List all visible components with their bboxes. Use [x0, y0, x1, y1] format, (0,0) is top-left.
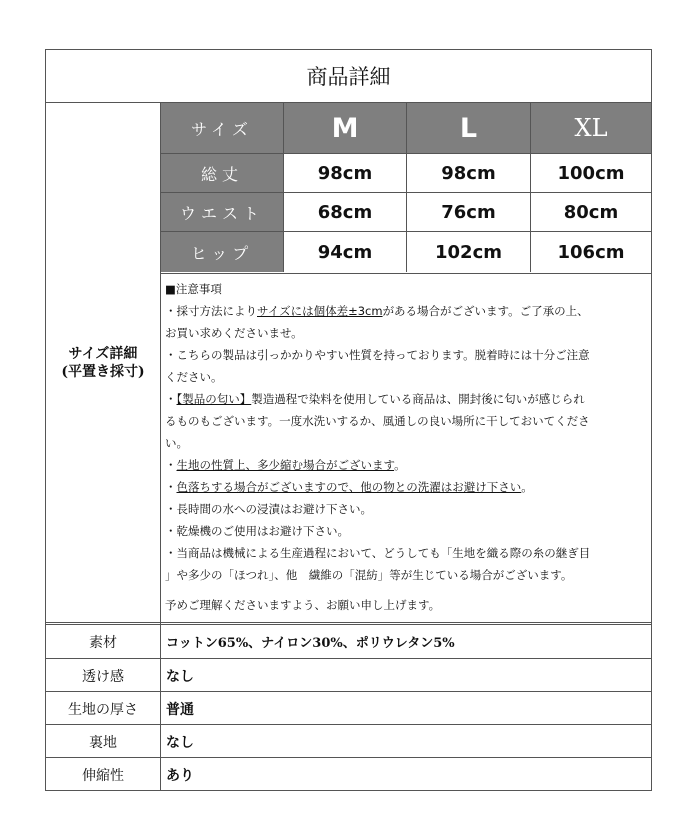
size-row-waist: [161, 193, 651, 231]
note-4-bullet: ・: [165, 458, 177, 472]
size-section-label: [46, 102, 161, 624]
spec-label-material: 素材: [46, 625, 161, 658]
size-l-header: L: [406, 103, 530, 153]
notes-closing: 予めご理解くださいますよう、お願い申し上げます。: [165, 598, 441, 612]
note-4-underlined: 生地の性質上、多少縮む場合がございます: [176, 458, 395, 472]
note-2: ・こちらの製品は引っかかりやすい性質を持っております。脱着時には十分ご注意: [165, 348, 590, 362]
size-m-header: M: [283, 103, 406, 153]
size-table-header-row: [161, 103, 651, 153]
note-8-continued: 」や多少の「ほつれ」、他 繊維の「混紡」等が生じている場合がございます。: [165, 568, 573, 582]
row-label-hip: ヒップ: [161, 232, 283, 272]
row-label-waist: ウエスト: [161, 193, 283, 231]
length-xl: 100cm: [530, 154, 651, 192]
size-section-label-main: サイズ詳細: [68, 346, 138, 362]
note-5-end: 。: [521, 480, 533, 494]
size-row-hip: [161, 232, 651, 272]
product-details-panel: [45, 49, 652, 791]
notes-heading: ■注意事項: [165, 282, 222, 296]
note-1-text-end: がある場合がございます。ご了承の上、: [382, 304, 589, 318]
spec-label-stretch: 伸縮性: [46, 758, 161, 791]
waist-l: 76cm: [406, 193, 530, 231]
note-4-end: 。: [394, 458, 406, 472]
note-3-underlined: 【製品の匂い】: [176, 392, 252, 406]
length-l: 98cm: [406, 154, 530, 192]
spec-row-lining: [46, 724, 651, 758]
note-3: [165, 388, 647, 410]
note-1-underlined: サイズには個体差±3cm: [257, 304, 383, 318]
hip-xl: 106cm: [530, 232, 651, 272]
note-7: ・乾燥機のご使用はお避け下さい。: [165, 524, 349, 538]
spec-row-sheerness: [46, 658, 651, 692]
notes-section: [161, 273, 651, 624]
waist-m: 68cm: [283, 193, 406, 231]
spec-label-lining: 裏地: [46, 725, 161, 758]
note-4: [165, 454, 647, 476]
spec-label-sheerness: 透け感: [46, 659, 161, 692]
spec-value-lining: なし: [166, 734, 194, 751]
note-3-continued-2: い。: [165, 436, 188, 450]
hip-l: 102cm: [406, 232, 530, 272]
note-1-text: ・採寸方法により: [165, 304, 257, 318]
note-3-continued: るものもございます。一度水洗いするか、風通しの良い場所に干しておいてくださ: [165, 414, 590, 428]
note-6: ・長時間の水への浸漬はお避け下さい。: [165, 502, 372, 516]
hip-m: 94cm: [283, 232, 406, 272]
note-3-text: 製造過程で染料を使用している商品は、開封後に匂いが感じられ: [251, 392, 585, 406]
note-5-bullet: ・: [165, 480, 177, 494]
note-1-continued: お買い求めくださいませ。: [165, 326, 303, 340]
size-row-length: [161, 154, 651, 192]
note-5-underlined: 色落ちする場合がございますので、他の物との洗濯はお避け下さい: [176, 480, 522, 494]
row-label-length: 総丈: [161, 154, 283, 192]
spec-label-thickness: 生地の厚さ: [46, 692, 161, 725]
note-3-bullet: ・: [165, 392, 177, 406]
size-section-label-sub: (平置き採寸): [61, 364, 145, 380]
note-8: ・当商品は機械による生産過程において、どうしても「生地を織る際の糸の継ぎ目: [165, 546, 591, 560]
note-5: [165, 476, 647, 498]
spec-value-material: コットン65%、ナイロン30%、ポリウレタン5%: [166, 636, 455, 651]
size-header-label: サイズ: [161, 103, 283, 153]
spec-row-material: [46, 625, 651, 658]
spec-value-sheerness: なし: [166, 668, 194, 685]
length-m: 98cm: [283, 154, 406, 192]
spec-value-stretch: あり: [166, 767, 194, 784]
note-1: [165, 300, 647, 322]
note-2-continued: ください。: [165, 370, 223, 384]
spec-row-thickness: [46, 691, 651, 725]
size-xl-header: XL: [530, 103, 651, 153]
spec-value-thickness: 普通: [166, 701, 194, 718]
waist-xl: 80cm: [530, 193, 651, 231]
page-title: 商品詳細: [46, 50, 651, 103]
spec-row-stretch: [46, 757, 651, 791]
